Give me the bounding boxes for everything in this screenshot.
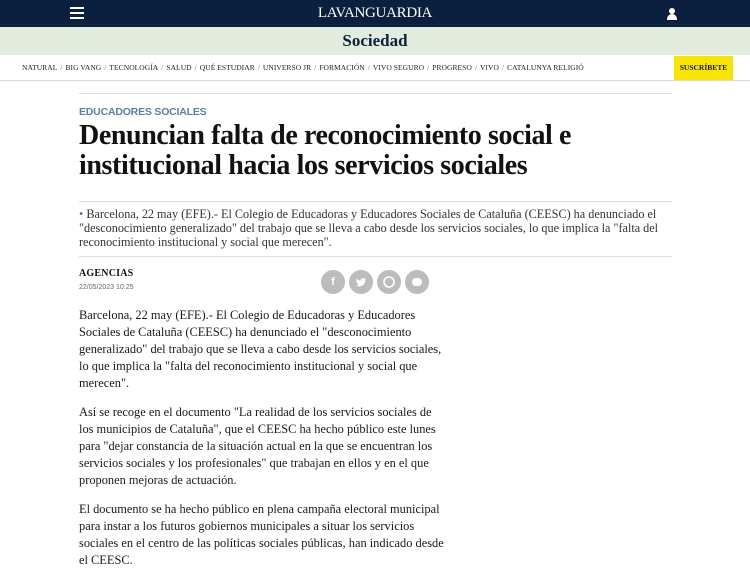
subnav-item[interactable]: VIVO (479, 63, 499, 72)
divider (79, 93, 672, 94)
article-paragraph: Barcelona, 22 may (EFE).- El Colegio de Educadoras y Educadores Sociales de Cataluña (CEESC) ha denunciado el "desconocimiento generalizado" del trabajo que se lleva a cabo desde los servicios sociales, lo que implica la "falta del reconocimiento institucional y social que merecen". (79, 308, 442, 390)
section-title[interactable]: Sociedad (0, 27, 750, 55)
article-date: 22/05/2023 10:25 (79, 284, 134, 291)
facebook-share-icon[interactable]: f (321, 270, 345, 294)
article-summary (79, 207, 669, 249)
subnav-item[interactable]: TECNOLOGÍA (109, 63, 159, 72)
article-author[interactable]: AGENCIAS (79, 268, 134, 279)
site-logo[interactable]: LAVANGUARDIA (317, 5, 433, 21)
top-bar (0, 0, 750, 27)
article-headline: Denuncian falta de reconocimiento social e institucional hacia los servicios sociales (79, 120, 572, 181)
subnav-separator: / (194, 63, 197, 72)
subnav-item[interactable]: SALUD (166, 63, 192, 72)
article-paragraph: El documento se ha hecho público en plena campaña electoral municipal para instar a los futuros gobiernos municipales a situar los servicios sociales en el centro de las políticas sociales públicas, han indicado desde el CEESC. (79, 502, 444, 567)
subnav-item[interactable]: NATURAL (22, 63, 58, 72)
divider (79, 256, 672, 257)
subnav-list (22, 63, 584, 72)
subnav-separator: / (104, 63, 107, 72)
subnav-item[interactable]: FORMACIÓN (319, 63, 365, 72)
subnav-separator: / (427, 63, 430, 72)
subnav-item[interactable]: CATALUNYA RELIGIÓ (507, 63, 584, 72)
subnav-separator: / (257, 63, 260, 72)
comments-icon[interactable] (405, 270, 429, 294)
subscribe-button[interactable]: SUSCRÍBETE (674, 56, 733, 80)
subnav-item[interactable]: UNIVERSO JR (262, 63, 312, 72)
summary-text: Barcelona, 22 may (EFE).- El Colegio de Educadoras y Educadores Sociales de Cataluña (CEESC) ha denunciado el "desconocimiento generalizado" del trabajo que se lleva a cabo desde los servicios sociales, lo que implica la "falta del reconocimiento institucional y social que merecen". (79, 207, 659, 249)
whatsapp-share-icon[interactable] (377, 270, 401, 294)
subnav-item[interactable]: BIG VANG (65, 63, 102, 72)
article-kicker[interactable]: EDUCADORES SOCIALES (79, 106, 207, 118)
subnav-separator: / (314, 63, 317, 72)
subnav-separator: / (501, 63, 505, 72)
article-paragraph: Así se recoge en el documento "La realidad de los servicios sociales de los municipios de Cataluña", que el CEESC ha hecho público este lunes para "dejar constancia de la situación actual en la que se encuentran los servicios sociales y los profesionales" que trabajan en ellos y en el que proponen mejoras de actuación. (79, 405, 436, 487)
subnav-separator: / (474, 63, 477, 72)
user-account-icon[interactable] (667, 8, 677, 20)
subnav-item[interactable]: VIVO SEGURO (372, 63, 425, 72)
article-body (79, 307, 444, 572)
subnav-separator: / (60, 63, 63, 72)
twitter-share-icon[interactable] (349, 270, 373, 294)
subnav-item[interactable]: PROGRESO (432, 63, 472, 72)
subnav-separator: / (161, 63, 164, 72)
divider (79, 201, 672, 202)
subnav-item[interactable]: QUÉ ESTUDIAR (199, 63, 255, 72)
summary-bullet: • (79, 207, 84, 221)
section-subnav (0, 55, 750, 81)
subnav-separator: / (367, 63, 370, 72)
